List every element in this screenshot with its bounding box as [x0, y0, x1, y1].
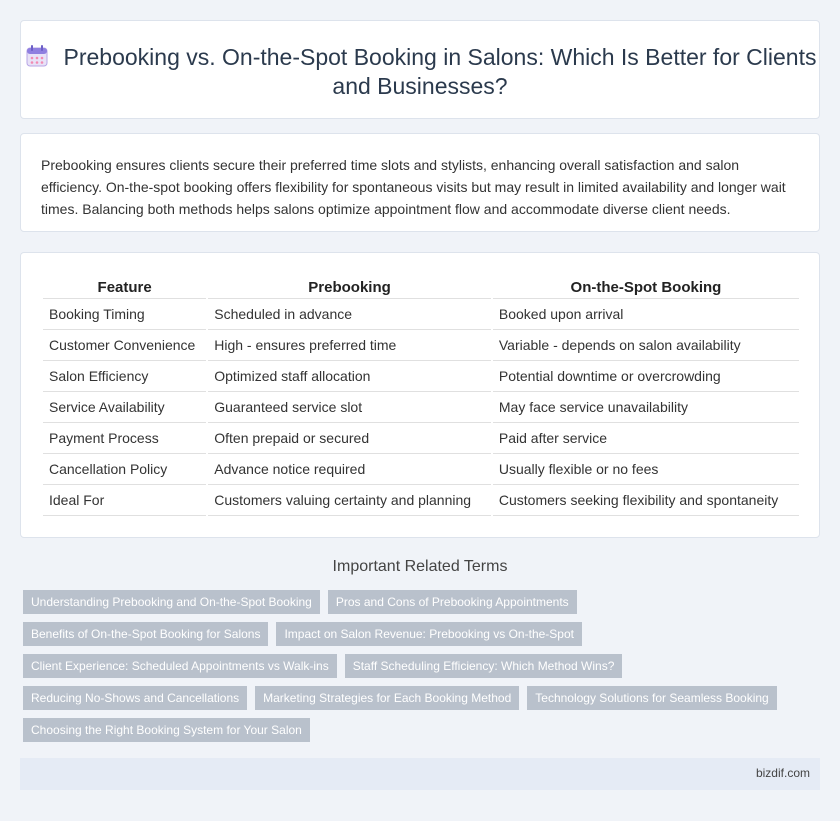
- cell-on-the-spot: Customers seeking flexibility and spontaneity: [493, 485, 799, 516]
- table-header-row: [43, 273, 799, 299]
- summary-card: [20, 133, 820, 232]
- title-card: [20, 20, 820, 119]
- cell-prebooking: High - ensures preferred time: [208, 330, 491, 361]
- summary-text: Prebooking ensures clients secure their preferred time slots and stylists, enhancing overall satisfaction and salon efficiency. On-the-spot booking offers flexibility for spontaneous visits but may result in limited availability and longer wait times. Balancing both methods helps salons optimize appointment flow and accommodate diverse client needs.: [41, 157, 786, 217]
- cell-feature: Booking Timing: [43, 299, 206, 330]
- related-term-tag[interactable]: Client Experience: Scheduled Appointments vs Walk-ins: [23, 654, 337, 678]
- related-term-tag[interactable]: Choosing the Right Booking System for Your Salon: [23, 718, 310, 742]
- cell-feature: Salon Efficiency: [43, 361, 206, 392]
- table-row: [43, 423, 799, 454]
- related-term-tag[interactable]: Staff Scheduling Efficiency: Which Method Wins?: [345, 654, 623, 678]
- related-term-tag[interactable]: Reducing No-Shows and Cancellations: [23, 686, 247, 710]
- cell-on-the-spot: Paid after service: [493, 423, 799, 454]
- page-title-wrap: [21, 43, 819, 101]
- comparison-card: [20, 252, 820, 538]
- related-terms-list: [23, 590, 813, 742]
- table-row: [43, 361, 799, 392]
- cell-prebooking: Often prepaid or secured: [208, 423, 491, 454]
- footer: [20, 758, 820, 790]
- header-prebooking: Prebooking: [208, 273, 491, 299]
- cell-on-the-spot: Usually flexible or no fees: [493, 454, 799, 485]
- comparison-table: [41, 273, 801, 516]
- cell-prebooking: Customers valuing certainty and planning: [208, 485, 491, 516]
- related-term-tag[interactable]: Technology Solutions for Seamless Booking: [527, 686, 776, 710]
- cell-feature: Ideal For: [43, 485, 206, 516]
- cell-on-the-spot: May face service unavailability: [493, 392, 799, 423]
- page-title: Prebooking vs. On-the-Spot Booking in Salons: Which Is Better for Clients and Businesses?: [63, 44, 817, 99]
- cell-on-the-spot: Booked upon arrival: [493, 299, 799, 330]
- cell-prebooking: Advance notice required: [208, 454, 491, 485]
- cell-feature: Cancellation Policy: [43, 454, 206, 485]
- related-term-tag[interactable]: Benefits of On-the-Spot Booking for Salons: [23, 622, 268, 646]
- header-on-the-spot: On-the-Spot Booking: [493, 273, 799, 299]
- header-feature: Feature: [43, 273, 206, 299]
- table-row: [43, 485, 799, 516]
- table-row: [43, 299, 799, 330]
- cell-feature: Payment Process: [43, 423, 206, 454]
- cell-on-the-spot: Variable - depends on salon availability: [493, 330, 799, 361]
- cell-prebooking: Scheduled in advance: [208, 299, 491, 330]
- cell-prebooking: Optimized staff allocation: [208, 361, 491, 392]
- footer-site-link[interactable]: bizdif.com: [755, 766, 810, 780]
- cell-feature: Customer Convenience: [43, 330, 206, 361]
- related-term-tag[interactable]: Pros and Cons of Prebooking Appointments: [328, 590, 577, 614]
- related-term-tag[interactable]: Impact on Salon Revenue: Prebooking vs On-the-Spot: [276, 622, 582, 646]
- related-term-tag[interactable]: Understanding Prebooking and On-the-Spot Booking: [23, 590, 320, 614]
- calendar-icon: [24, 43, 50, 69]
- related-terms-title: Important Related Terms: [332, 558, 508, 575]
- cell-prebooking: Guaranteed service slot: [208, 392, 491, 423]
- table-row: [43, 454, 799, 485]
- related-term-tag[interactable]: Marketing Strategies for Each Booking Method: [255, 686, 519, 710]
- cell-on-the-spot: Potential downtime or overcrowding: [493, 361, 799, 392]
- table-row: [43, 392, 799, 423]
- table-row: [43, 330, 799, 361]
- cell-feature: Service Availability: [43, 392, 206, 423]
